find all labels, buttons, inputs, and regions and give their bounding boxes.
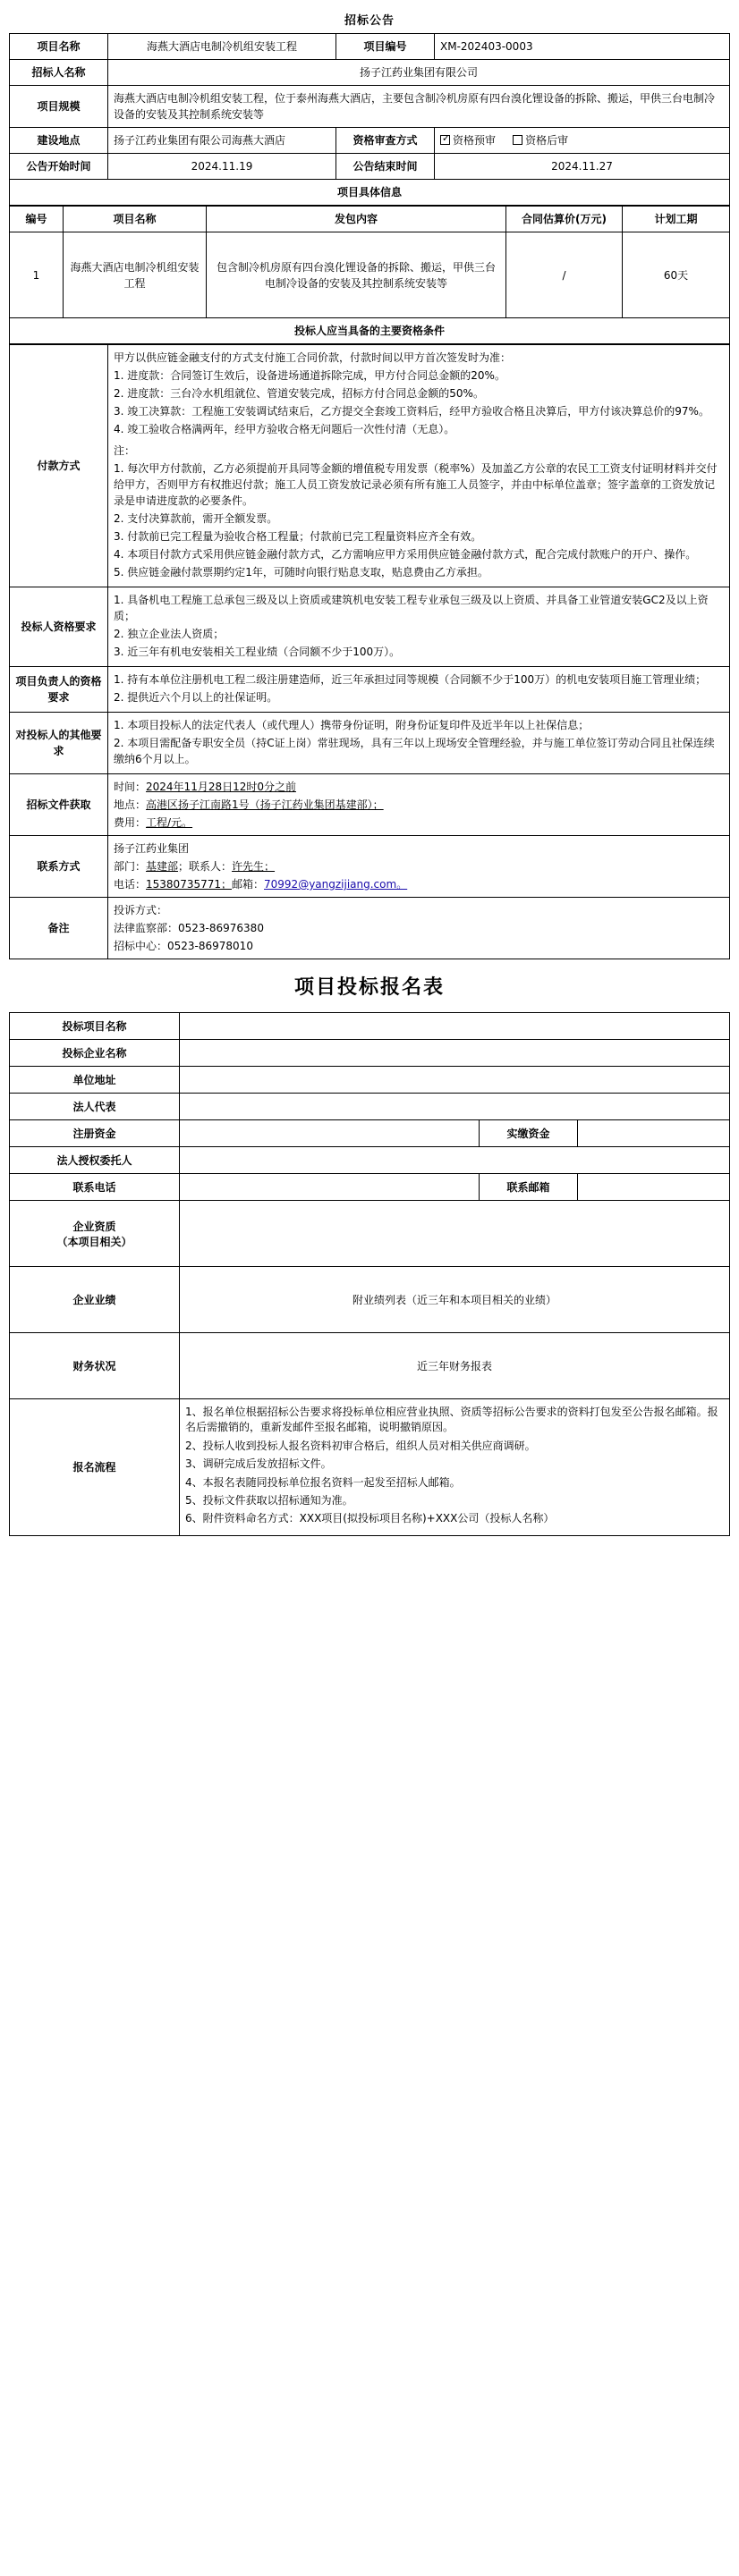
contact-phone-key: 电话： — [114, 878, 147, 891]
form-label-legal-rep: 法人代表 — [10, 1094, 180, 1120]
form-label-process: 报名流程 — [10, 1399, 180, 1536]
payment-item: 4. 竣工验收合格满两年，经甲方验收合格无问题后一次性付清（无息）。 — [114, 423, 455, 435]
form-field-authorized-agent[interactable] — [180, 1147, 730, 1174]
payment-note: 1. 每次甲方付款前，乙方必须提前开具同等金额的增值税专用发票（税率%）及加盖乙方公章的农民工工资支付证明材料并交付给甲方，否则甲方有权推迟付款；施工人员工资发放记录必须有所有施工人员签字，并由中标单位盖章；签字盖章的工资发放记录是申请进度款的必要条件。 — [114, 462, 718, 507]
form-row — [10, 1201, 730, 1267]
row-price: / — [506, 232, 623, 318]
form-label-qualification-line1: 企业资质 — [72, 1220, 116, 1233]
form-label-project-name: 投标项目名称 — [10, 1013, 180, 1040]
file-acquisition-label: 招标文件获取 — [10, 774, 108, 836]
bidder-qualification-label — [10, 587, 108, 667]
file-time-value: 2024年11月28日12时0分之前 — [146, 781, 296, 793]
form-field-registered-capital[interactable] — [180, 1120, 480, 1147]
remark-label: 备注 — [10, 898, 108, 959]
form-label-address: 单位地址 — [10, 1067, 180, 1094]
table-row — [10, 34, 730, 60]
payment-item: 3. 竣工决算款：工程施工安装调试结束后，乙方提交全套竣工资料后，经甲方验收合格且决算后，甲方付该决算总价的97%。 — [114, 405, 709, 418]
table-row — [10, 713, 730, 774]
table-row — [10, 836, 730, 898]
site-value: 扬子江药业集团有限公司海燕大酒店 — [108, 128, 336, 154]
manager-qualification-item: 1. 持有本单位注册机电工程二级注册建造师，近三年承担过同等规模（合同额不少于100万）的机电安装项目施工管理业绩； — [114, 673, 707, 686]
form-field-address[interactable] — [180, 1067, 730, 1094]
row-no: 1 — [10, 232, 64, 318]
form-label-authorized-agent: 法人授权委托人 — [10, 1147, 180, 1174]
form-row — [10, 1333, 730, 1399]
process-item: 2、投标人收到投标人报名资料初审合格后，组织人员对相关供应商调研。 — [185, 1439, 536, 1452]
announcement-table — [9, 33, 730, 206]
project-code-label: 项目编号 — [336, 34, 435, 60]
file-time-key: 时间： — [114, 781, 147, 793]
table-row — [10, 180, 730, 206]
table-header-row — [10, 207, 730, 232]
file-acquisition-content — [108, 774, 730, 836]
conditions-table — [9, 344, 730, 959]
bidder-qualification-label-text: 投标人资格要求 — [21, 621, 97, 633]
project-code-value: XM-202403-0003 — [435, 34, 730, 60]
form-label-paid-capital: 实缴资金 — [479, 1120, 577, 1147]
col-price: 合同估算价(万元) — [506, 207, 623, 232]
project-name-value: 海燕大酒店电制冷机组安装工程 — [108, 34, 336, 60]
file-place-value: 高港区扬子江南路1号（扬子江药业集团基建部）； — [146, 798, 384, 811]
payment-note: 2. 支付决算款前，需开全额发票。 — [114, 512, 278, 525]
bidder-qualification-content — [108, 587, 730, 667]
payment-note: 5. 供应链金融付款票期约定1年，可随时向银行贴息支取，贴息费由乙方承担。 — [114, 566, 488, 579]
tenderee-label: 招标人名称 — [10, 60, 108, 86]
process-item: 6、附件资料命名方式：XXX项目(拟投标项目名称)+XXX公司（投标人名称） — [185, 1512, 555, 1525]
form-field-paid-capital[interactable] — [577, 1120, 729, 1147]
table-row — [10, 898, 730, 959]
row-project-name: 海燕大酒店电制冷机组安装工程 — [64, 232, 207, 318]
contact-dept-key: 部门： — [114, 860, 147, 873]
payment-item: 2. 进度款：三台冷水机组就位、管道安装完成，招标方付合同总金额的50%。 — [114, 387, 484, 400]
form-label-performance: 企业业绩 — [10, 1267, 180, 1333]
remark-content — [108, 898, 730, 959]
row-duration: 60天 — [623, 232, 730, 318]
form-field-performance: 附业绩列表（近三年和本项目相关的业绩） — [180, 1267, 730, 1333]
page-title: 招标公告 — [344, 14, 395, 28]
form-title: 项目投标报名表 — [293, 976, 445, 999]
row-content: 包含制冷机房原有四台溴化锂设备的拆除、搬运，甲供三台电制冷设备的安装及其控制系统安装等 — [207, 232, 506, 318]
form-label-qualification — [10, 1201, 180, 1267]
payment-note: 4. 本项目付款方式采用供应链金融付款方式，乙方需响应甲方采用供应链金融付款方式，配合完成付款账户的开户、操作。 — [114, 548, 697, 561]
pre-qualification-label: 资格预审 — [453, 134, 497, 147]
table-row — [10, 86, 730, 128]
qualification-method-value — [435, 128, 730, 154]
qualification-method-label: 资格审查方式 — [336, 128, 435, 154]
form-field-project-name[interactable] — [180, 1013, 730, 1040]
bidder-qualification-item: 2. 独立企业法人资质； — [114, 628, 225, 640]
form-row — [10, 1399, 730, 1536]
remark-line-3: 招标中心：0523-86978010 — [114, 940, 253, 952]
tenderee-value: 扬子江药业集团有限公司 — [108, 60, 730, 86]
project-name-label: 项目名称 — [10, 34, 108, 60]
form-label-company-name: 投标企业名称 — [10, 1040, 180, 1067]
other-requirements-label: 对投标人的其他要求 — [10, 713, 108, 774]
form-row — [10, 1013, 730, 1040]
payment-note-title: 注： — [114, 444, 136, 457]
scale-value: 海燕大酒店电制冷机组安装工程，位于泰州海燕大酒店，主要包含制冷机房原有四台溴化锂设备的拆除、搬运，甲供三台电制冷设备的安装及其控制系统安装等 — [108, 86, 730, 128]
start-time-value: 2024.11.19 — [108, 154, 336, 180]
contact-content — [108, 836, 730, 898]
payment-label: 付款方式 — [10, 345, 108, 587]
site-label: 建设地点 — [10, 128, 108, 154]
contact-company: 扬子江药业集团 — [114, 842, 190, 855]
manager-qualification-content — [108, 667, 730, 713]
post-qualification-label: 资格后审 — [525, 134, 569, 147]
detail-section-header: 项目具体信息 — [10, 180, 730, 206]
col-no: 编号 — [10, 207, 64, 232]
contact-phone-value: 15380735771； — [146, 878, 232, 891]
checkbox-post-qualification[interactable] — [513, 135, 522, 145]
scale-label: 项目规模 — [10, 86, 108, 128]
registration-form-table — [9, 1012, 730, 1536]
form-label-registered-capital: 注册资金 — [10, 1120, 180, 1147]
payment-intro: 甲方以供应链金融支付的方式支付施工合同价款，付款时间以甲方首次签发时为准： — [114, 351, 512, 364]
bidder-qualification-item: 1. 具备机电工程施工总承包三级及以上资质或建筑机电安装工程专业承包三级及以上资质、并具备工业管道安装GC2及以上资质； — [114, 594, 709, 622]
table-row — [10, 774, 730, 836]
form-row — [10, 1067, 730, 1094]
remark-line-1: 投诉方式： — [114, 904, 168, 916]
form-row — [10, 1094, 730, 1120]
checkbox-pre-qualification[interactable] — [440, 135, 450, 145]
contact-person-key: ；联系人： — [178, 860, 233, 873]
table-row — [10, 154, 730, 180]
contact-mail-value[interactable]: 70992@yangzijiang.com。 — [264, 878, 408, 891]
end-time-label: 公告结束时间 — [336, 154, 435, 180]
form-label-qualification-line2: （本项目相关） — [56, 1235, 132, 1248]
table-row — [10, 587, 730, 667]
payment-note: 3. 付款前已完工程量为验收合格工程量；付款前已完工程量资料应齐全有效。 — [114, 530, 482, 543]
other-requirements-content — [108, 713, 730, 774]
table-row — [10, 345, 730, 587]
qualification-section-header: 投标人应当具备的主要资格条件 — [10, 318, 730, 344]
process-item: 1、报名单位根据招标公告要求将投标单位相应营业执照、资质等招标公告要求的资料打包发至公告报名邮箱。报名后需撤销的，重新发邮件至报名邮箱，说明撤销原因。 — [185, 1406, 718, 1434]
form-row — [10, 1174, 730, 1201]
process-item: 3、调研完成后发放招标文件。 — [185, 1457, 332, 1471]
form-field-qualification[interactable] — [180, 1201, 730, 1267]
payment-content — [108, 345, 730, 587]
form-label-phone: 联系电话 — [10, 1174, 180, 1201]
other-requirements-item: 2. 本项目需配备专职安全员（持C证上岗）常驻现场，具有三年以上现场安全管理经验，并与施工单位签订劳动合同且社保连续缴纳6个月以上。 — [114, 737, 715, 765]
start-time-label: 公告开始时间 — [10, 154, 108, 180]
table-row — [10, 232, 730, 318]
form-field-company-name[interactable] — [180, 1040, 730, 1067]
form-row — [10, 1147, 730, 1174]
col-project-name: 项目名称 — [64, 207, 207, 232]
detail-table — [9, 206, 730, 344]
contact-label: 联系方式 — [10, 836, 108, 898]
process-item: 4、本报名表随同投标单位报名资料一起发至招标人邮箱。 — [185, 1475, 461, 1489]
form-field-process — [180, 1399, 730, 1536]
bidder-qualification-item: 3. 近三年有机电安装相关工程业绩（合同额不少于100万）。 — [114, 646, 401, 658]
col-duration: 计划工期 — [623, 207, 730, 232]
table-row — [10, 128, 730, 154]
manager-qualification-item: 2. 提供近六个月以上的社保证明。 — [114, 691, 278, 704]
form-label-finance: 财务状况 — [10, 1333, 180, 1399]
contact-dept-value: 基建部 — [146, 860, 179, 873]
file-fee-key: 费用： — [114, 816, 147, 829]
form-field-phone[interactable] — [180, 1174, 480, 1201]
process-item: 5、投标文件获取以招标通知为准。 — [185, 1493, 353, 1507]
manager-qualification-label: 项目负责人的资格要求 — [10, 667, 108, 713]
file-place-key: 地点： — [114, 798, 147, 811]
col-content: 发包内容 — [207, 207, 506, 232]
form-row — [10, 1120, 730, 1147]
payment-item: 1. 进度款：合同签订生效后，设备进场通道拆除完成，甲方付合同总金额的20%。 — [114, 369, 505, 382]
form-row — [10, 1267, 730, 1333]
form-field-legal-rep[interactable] — [180, 1094, 730, 1120]
form-field-email[interactable] — [577, 1174, 729, 1201]
table-row — [10, 60, 730, 86]
table-row — [10, 667, 730, 713]
form-label-email: 联系邮箱 — [479, 1174, 577, 1201]
other-requirements-item: 1. 本项目投标人的法定代表人（或代理人）携带身份证明，附身份证复印件及近半年以上社保信息； — [114, 719, 590, 731]
table-row — [10, 318, 730, 344]
file-fee-value: 工程/元。 — [146, 816, 193, 829]
form-row — [10, 1040, 730, 1067]
contact-mail-key: 邮箱： — [232, 878, 265, 891]
contact-person-value: 许先生； — [232, 860, 276, 873]
end-time-value: 2024.11.27 — [435, 154, 730, 180]
form-field-finance: 近三年财务报表 — [180, 1333, 730, 1399]
remark-line-2: 法律监察部：0523-86976380 — [114, 922, 264, 934]
